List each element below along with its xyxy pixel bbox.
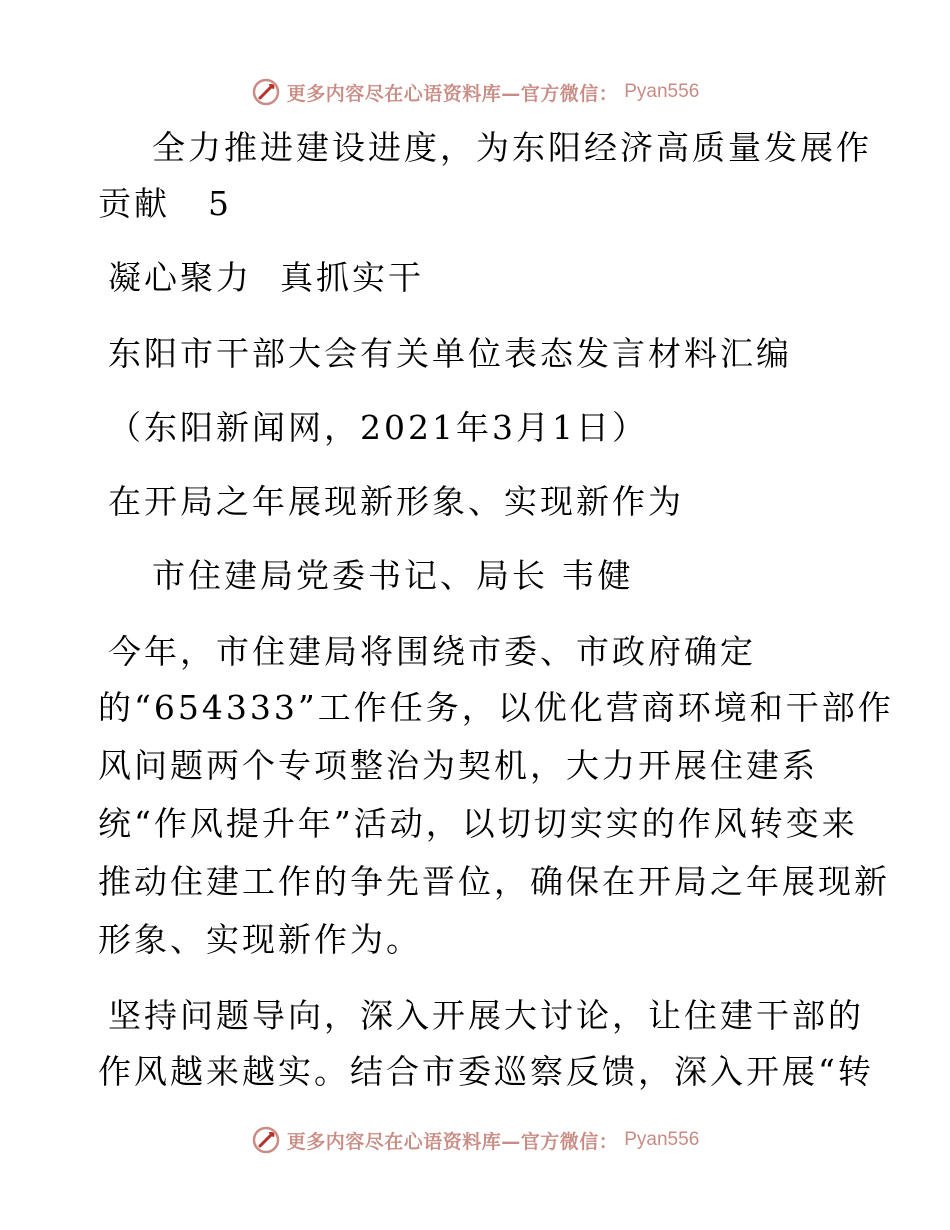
quill-logo-icon bbox=[251, 1125, 281, 1155]
watermark-text: 更多内容尽在心语资料库—官方微信： bbox=[286, 1130, 619, 1153]
text-line: 推动住建工作的争先晋位，确保在开局之年展现新 bbox=[98, 862, 890, 901]
text-line: 形象、实现新作为。 bbox=[98, 920, 422, 959]
watermark-header bbox=[0, 72, 950, 112]
text-line: 作风越来越实。结合市委巡察反馈，深入开展“转 bbox=[98, 1052, 874, 1091]
page-number: 5 bbox=[208, 184, 232, 223]
compilation-title: 东阳市干部大会有关单位表态发言材料汇编 bbox=[108, 334, 792, 373]
text-line: 风问题两个专项整治为契机，大力开展住建系 bbox=[98, 746, 818, 785]
text-line: 坚持问题导向，深入开展大讨论，让住建干部的 bbox=[108, 996, 864, 1035]
quill-logo-icon bbox=[251, 77, 281, 107]
heading-slogan: 凝心聚力 bbox=[108, 258, 252, 297]
author-line: 市住建局党委书记、局长 韦健 bbox=[152, 556, 634, 595]
text-line: 今年，市住建局将围绕市委、市政府确定 bbox=[108, 632, 756, 671]
watermark-text: 更多内容尽在心语资料库—官方微信： bbox=[286, 82, 619, 105]
text-line: 的“654333”工作任务，以优化营商环境和干部作 bbox=[98, 688, 894, 727]
watermark-footer bbox=[0, 1120, 950, 1160]
watermark-wechat-id: Pyan556 bbox=[624, 1129, 700, 1150]
text-line: 贡献 bbox=[98, 184, 170, 223]
heading-slogan: 真抓实干 bbox=[280, 258, 424, 297]
text-line: 统“作风提升年”活动，以切切实实的作风转变来 bbox=[98, 804, 858, 843]
article-title: 在开局之年展现新形象、实现新作为 bbox=[108, 482, 684, 521]
watermark-wechat-id: Pyan556 bbox=[624, 81, 700, 102]
source-date: （东阳新闻网，2021年3月1日） bbox=[108, 408, 648, 447]
text-line: 全力推进建设进度，为东阳经济高质量发展作 bbox=[152, 128, 872, 167]
